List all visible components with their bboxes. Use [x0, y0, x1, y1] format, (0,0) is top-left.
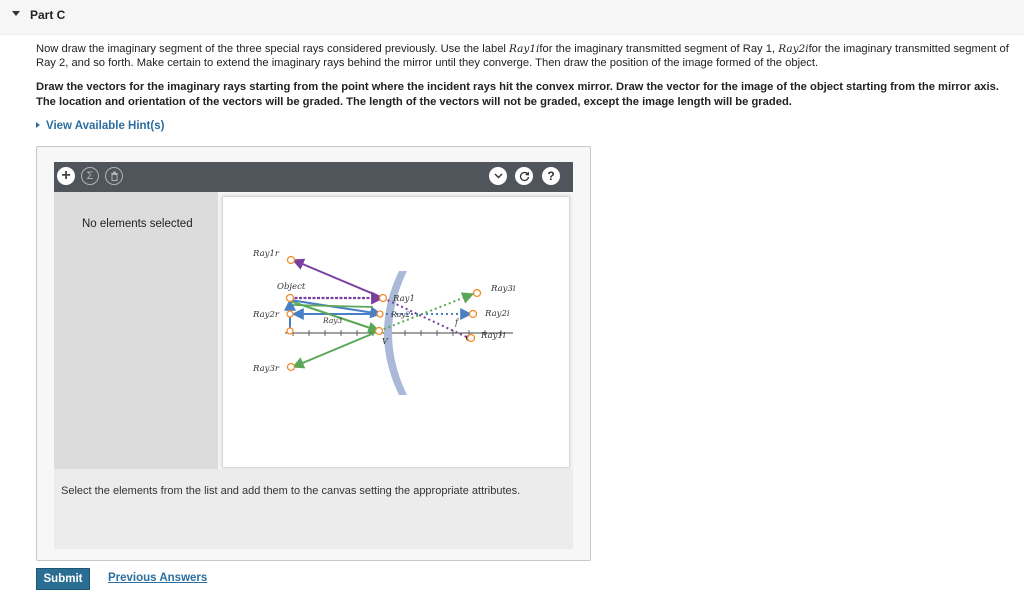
- hint-label: View Available Hint(s): [46, 120, 165, 132]
- view-hints-link[interactable]: [36, 120, 164, 132]
- instructions-text-1: Now draw the imaginary segment of the three special rays considered previously. Use the label: [36, 43, 510, 55]
- chevron-down-icon[interactable]: [489, 167, 507, 185]
- label-ray3i: Ray3i: [491, 284, 516, 294]
- instruction-message: Select the elements from the list and add them to the canvas setting the appropriate attributes.: [61, 485, 521, 497]
- selection-status: No elements selected: [82, 218, 193, 230]
- ray1i-math-label: Ray1i: [509, 43, 540, 55]
- label-ray2r: Ray2r: [253, 310, 279, 320]
- label-ray2i: Ray2i: [485, 309, 510, 319]
- label-ray1r: Ray1r: [253, 249, 279, 259]
- label-ray2: Ray2: [391, 310, 411, 319]
- previous-answers-link[interactable]: Previous Answers: [108, 572, 208, 584]
- ray3r-vector[interactable]: [293, 331, 379, 367]
- label-ray3r: Ray3r: [253, 364, 279, 374]
- element-properties-panel: [54, 192, 218, 469]
- part-title: Part C: [30, 8, 66, 22]
- help-icon[interactable]: ?: [542, 167, 560, 185]
- label-focal: f: [455, 318, 458, 327]
- collapse-caret-icon[interactable]: [12, 11, 20, 16]
- label-ray3: Ray3: [323, 316, 343, 325]
- label-ray1i: Ray1i: [481, 331, 506, 341]
- label-ray1: Ray1: [393, 294, 415, 304]
- sigma-icon[interactable]: Σ: [81, 167, 99, 185]
- vector-drawing-widget: [36, 146, 591, 561]
- label-object: Object: [277, 282, 306, 292]
- instructions-text-2: for the imaginary transmitted segment of Ray 1,: [539, 43, 779, 55]
- ray2i-math-label: Ray2i: [778, 43, 809, 55]
- expand-triangle-icon: [36, 122, 40, 128]
- message-panel: [54, 469, 573, 549]
- drawing-canvas[interactable]: [222, 196, 570, 468]
- label-vertex: V: [382, 337, 388, 346]
- submit-button[interactable]: Submit: [36, 568, 90, 590]
- part-header[interactable]: [0, 0, 1024, 35]
- reset-icon[interactable]: [515, 167, 533, 185]
- trash-icon[interactable]: [105, 167, 123, 185]
- ray-diagram[interactable]: [223, 197, 569, 467]
- ray1i-vector[interactable]: [383, 298, 473, 340]
- grading-instructions: Draw the vectors for the imaginary rays starting from the point where the incident rays hit the convex mirror. Draw the vector for the image of the object starting from the mirror axis. The location and orientation of the vectors will be graded. The length of the vectors will not be graded, except the image length will be graded.: [36, 81, 999, 108]
- drawing-toolbar: [54, 162, 573, 192]
- plus-icon[interactable]: +: [57, 167, 75, 185]
- ray1r-vector[interactable]: [293, 260, 383, 298]
- instructions: [36, 42, 1011, 70]
- instructions-text-3: for the imaginary transmitted segment of Ray 2, and so forth. Make certain to extend the imaginary rays behind the mirror until they converge. Then draw the position of the image formed of the object.: [36, 43, 1009, 69]
